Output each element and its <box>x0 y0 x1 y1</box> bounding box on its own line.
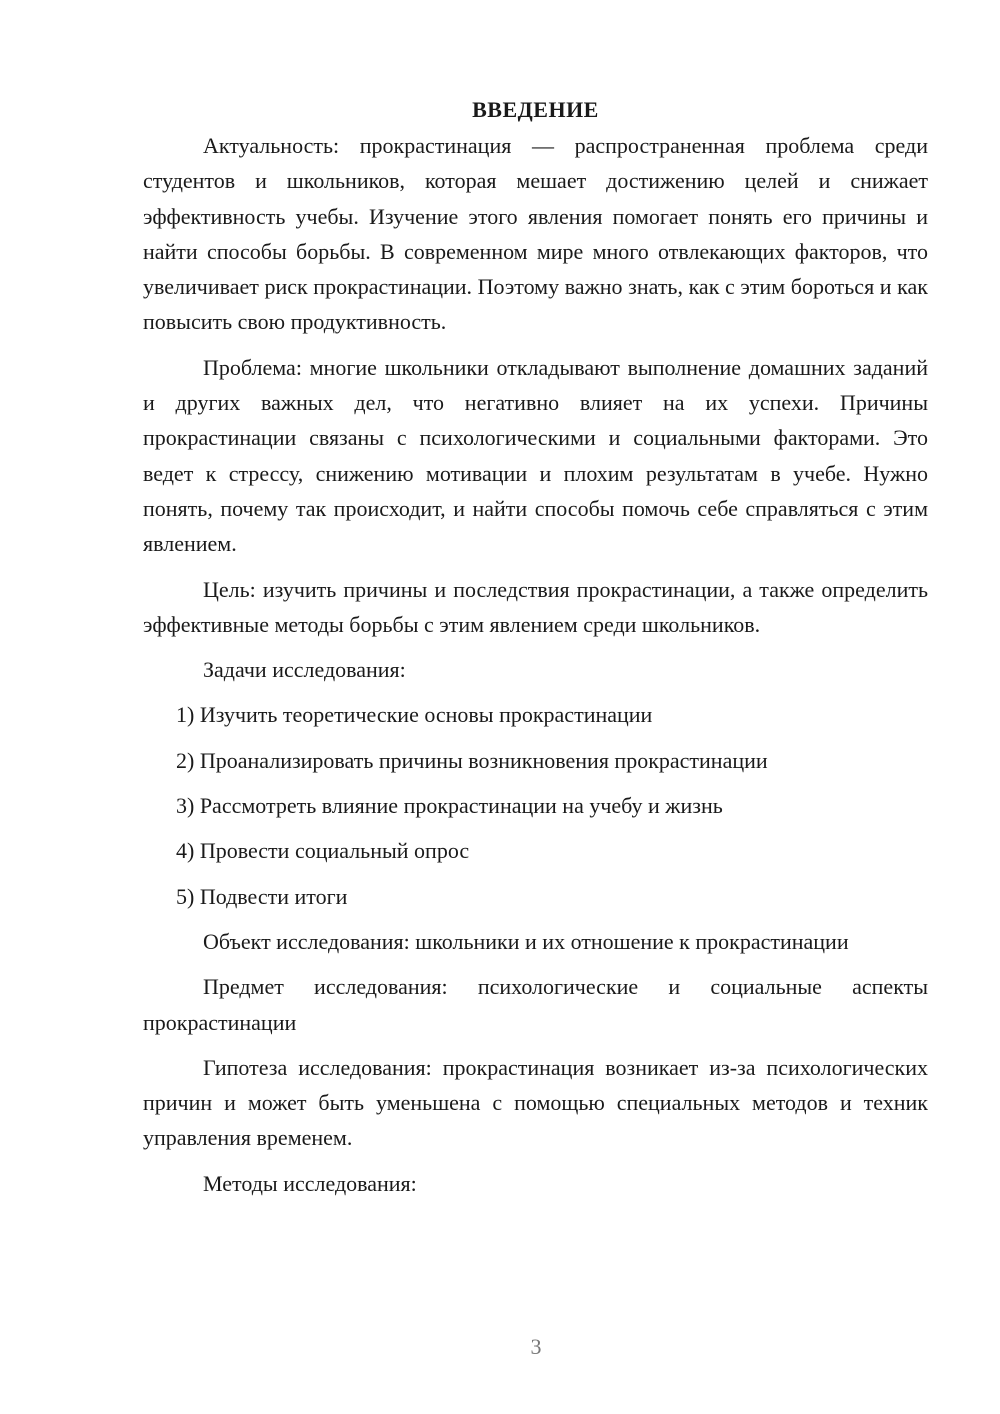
task-item: 1) Изучить теоретические основы прокрастинации <box>176 702 653 728</box>
relevance-paragraph: Актуальность: прокрастинация — распространенная проблема среди студентов и школьников, которая мешает достижению целей и снижает эффективность учебы. Изучение этого явления помогает понять его причины и найти способы борьбы. В современном мире много отвлекающих факторов, что увеличивает риск прокрастинации. Поэтому важно знать, как с этим бороться и как повысить свою продуктивность. <box>143 133 928 335</box>
problem-paragraph: Проблема: многие школьники откладывают выполнение домашних заданий и других важных дел, что негативно влияет на их успехи. Причины прокрастинации связаны с психологическими и социальными факторами. Это ведет к стрессу, снижению мотивации и плохим результатам в учебе. Нужно понять, почему так происходит, и найти способы помочь себе справляться с этим явлением. <box>143 354 928 557</box>
page-title: ВВЕДЕНИЕ <box>472 97 599 122</box>
tasks-heading: Задачи исследования: <box>203 657 406 683</box>
task-item: 3) Рассмотреть влияние прокрастинации на учебу и жизнь <box>176 793 723 819</box>
task-item: 5) Подвести итоги <box>176 883 348 909</box>
subject-paragraph: Предмет исследования: психологические и социальные аспекты прокрастинации <box>143 974 928 1035</box>
tasks-list <box>143 697 928 913</box>
page-content <box>143 92 928 1211</box>
task-item: 2) Проанализировать причины возникновения прокрастинации <box>176 747 768 773</box>
object-paragraph: Объект исследования: школьники и их отношение к прокрастинации <box>203 928 849 954</box>
hypothesis-paragraph: Гипотеза исследования: прокрастинация возникает из-за психологических причин и может быть уменьшена с помощью специальных методов и техник управления временем. <box>143 1054 928 1151</box>
page-number: 3 <box>530 1334 542 1359</box>
task-item: 4) Провести социальный опрос <box>176 838 470 864</box>
goal-paragraph: Цель: изучить причины и последствия прокрастинации, а также определить эффективные методы борьбы с этим явлением среди школьников. <box>143 576 928 637</box>
methods-heading: Методы исследования: <box>203 1170 417 1196</box>
